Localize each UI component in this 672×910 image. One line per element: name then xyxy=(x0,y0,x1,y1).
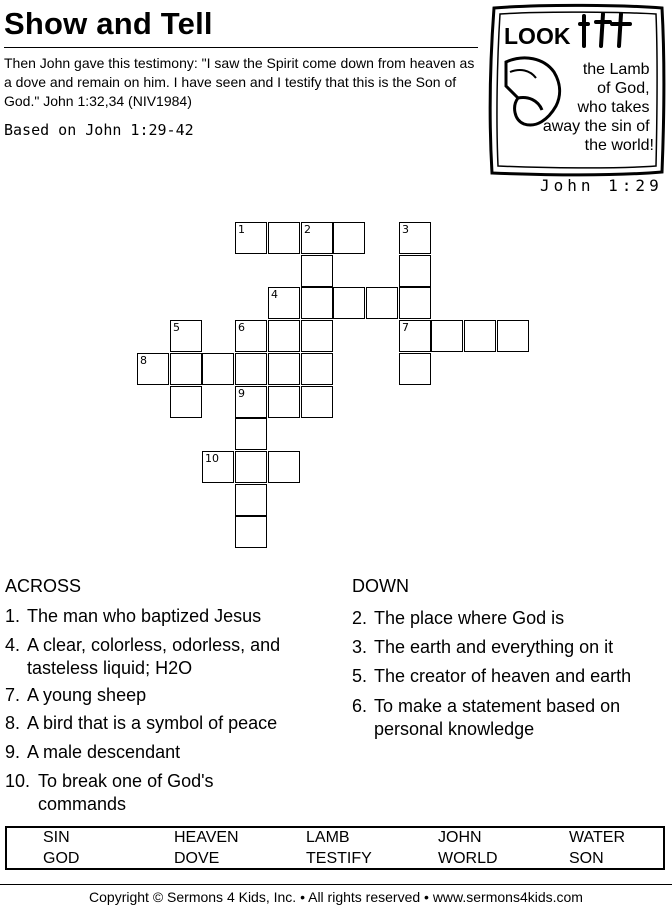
logo-line-2: of God, xyxy=(597,80,650,97)
crossword-cell[interactable] xyxy=(268,287,300,319)
word-bank-item: WORLD xyxy=(438,850,498,867)
crossword-cell[interactable] xyxy=(235,386,267,418)
logo-line-1: the Lamb xyxy=(582,61,650,78)
crossword-cell[interactable] xyxy=(464,320,496,352)
logo-line-4: away the sin of xyxy=(542,118,650,135)
across-clue: 7. A young sheep xyxy=(5,685,147,705)
clue-number: 5 xyxy=(173,321,180,334)
crossword-cell[interactable] xyxy=(431,320,463,352)
word-bank-item: DOVE xyxy=(174,850,220,867)
word-bank-item: GOD xyxy=(43,850,80,867)
copyright-notice: Copyright © Sermons 4 Kids, Inc. • All rights reserved • www.sermons4kids.com xyxy=(89,889,583,905)
crossword-cell[interactable] xyxy=(235,451,267,483)
logo-reference: John 1:29 xyxy=(540,176,663,195)
crossword-cell[interactable] xyxy=(301,353,333,385)
page-title: Show and Tell xyxy=(4,6,213,41)
crossword-cell[interactable] xyxy=(235,484,267,516)
word-bank-item: HEAVEN xyxy=(174,829,239,846)
crossword-cell[interactable] xyxy=(268,451,300,483)
crossword-cell[interactable] xyxy=(170,386,202,418)
logo-line-5: the world! xyxy=(584,137,654,154)
crossword-cell[interactable] xyxy=(202,353,234,385)
crossword-cell[interactable] xyxy=(235,516,267,548)
crossword-cell[interactable] xyxy=(399,255,431,287)
word-bank-item: TESTIFY xyxy=(306,850,372,867)
word-bank-item: LAMB xyxy=(306,829,350,846)
crossword-cell[interactable] xyxy=(170,353,202,385)
word-bank-item: WATER xyxy=(569,829,625,846)
clue-number: 3 xyxy=(402,223,409,236)
crossword-cell[interactable] xyxy=(301,320,333,352)
down-heading: DOWN xyxy=(352,576,409,596)
crossword-cell[interactable] xyxy=(399,287,431,319)
crossword-cell[interactable] xyxy=(202,451,234,483)
crossword-cell[interactable] xyxy=(268,320,300,352)
crossword-cell[interactable] xyxy=(235,353,267,385)
clue-number: 10 xyxy=(205,452,219,465)
crossword-cell[interactable] xyxy=(399,222,431,254)
crossword-cell[interactable] xyxy=(333,287,365,319)
logo-line-3: who takes xyxy=(577,99,650,116)
crossword-cell[interactable] xyxy=(301,255,333,287)
clue-number: 4 xyxy=(271,288,278,301)
down-clue: 2. The place where God is xyxy=(352,608,565,628)
across-clue: 8. A bird that is a symbol of peace xyxy=(5,713,278,733)
down-clue: 3. The earth and everything on it xyxy=(352,637,614,657)
word-bank-item: SIN xyxy=(43,829,70,846)
crossword-cell[interactable] xyxy=(268,386,300,418)
crossword-cell[interactable] xyxy=(333,222,365,254)
crossword-cell[interactable] xyxy=(399,353,431,385)
crossword-cell[interactable] xyxy=(235,320,267,352)
crossword-cell[interactable] xyxy=(268,353,300,385)
clue-number: 7 xyxy=(402,321,409,334)
crossword-cell[interactable] xyxy=(301,386,333,418)
clue-number: 2 xyxy=(304,223,311,236)
across-heading: ACROSS xyxy=(5,576,82,596)
word-bank-item: JOHN xyxy=(438,829,482,846)
across-clue: 10. To break one of God's commands xyxy=(5,771,214,814)
crossword-cell[interactable] xyxy=(399,320,431,352)
crossword-cell[interactable] xyxy=(170,320,202,352)
scripture-verse: Then John gave this testimony: "I saw the Spirit come down from heaven as a dove and remain on him. I have seen and I testify that this is the Son of God." John 1:32,34 (NIV1984) xyxy=(4,55,475,109)
word-bank xyxy=(5,826,665,870)
crossword-cell[interactable] xyxy=(301,287,333,319)
crossword-cell[interactable] xyxy=(366,287,398,319)
across-clue: 1. The man who baptized Jesus xyxy=(5,606,262,626)
clue-number: 6 xyxy=(238,321,245,334)
down-clue: 5. The creator of heaven and earth xyxy=(352,666,632,686)
crossword-cell[interactable] xyxy=(235,418,267,450)
clue-number: 1 xyxy=(238,223,245,236)
down-clue: 6. To make a statement based on personal knowledge xyxy=(352,696,621,739)
clue-number: 9 xyxy=(238,387,245,400)
crossword-cell[interactable] xyxy=(235,222,267,254)
based-on-reference: Based on John 1:29-42 xyxy=(4,121,194,139)
crossword-cell[interactable] xyxy=(497,320,529,352)
footer-divider xyxy=(0,884,672,885)
word-bank-item: SON xyxy=(569,850,604,867)
across-clue: 9. A male descendant xyxy=(5,742,181,762)
crossword-cell[interactable] xyxy=(301,222,333,254)
logo-look-text: LOOK xyxy=(504,23,571,49)
crossword-cell[interactable] xyxy=(268,222,300,254)
clue-number: 8 xyxy=(140,354,147,367)
crossword-cell[interactable] xyxy=(137,353,169,385)
across-clue: 4. A clear, colorless, odorless, and tasteless liquid; H2O xyxy=(5,635,281,678)
